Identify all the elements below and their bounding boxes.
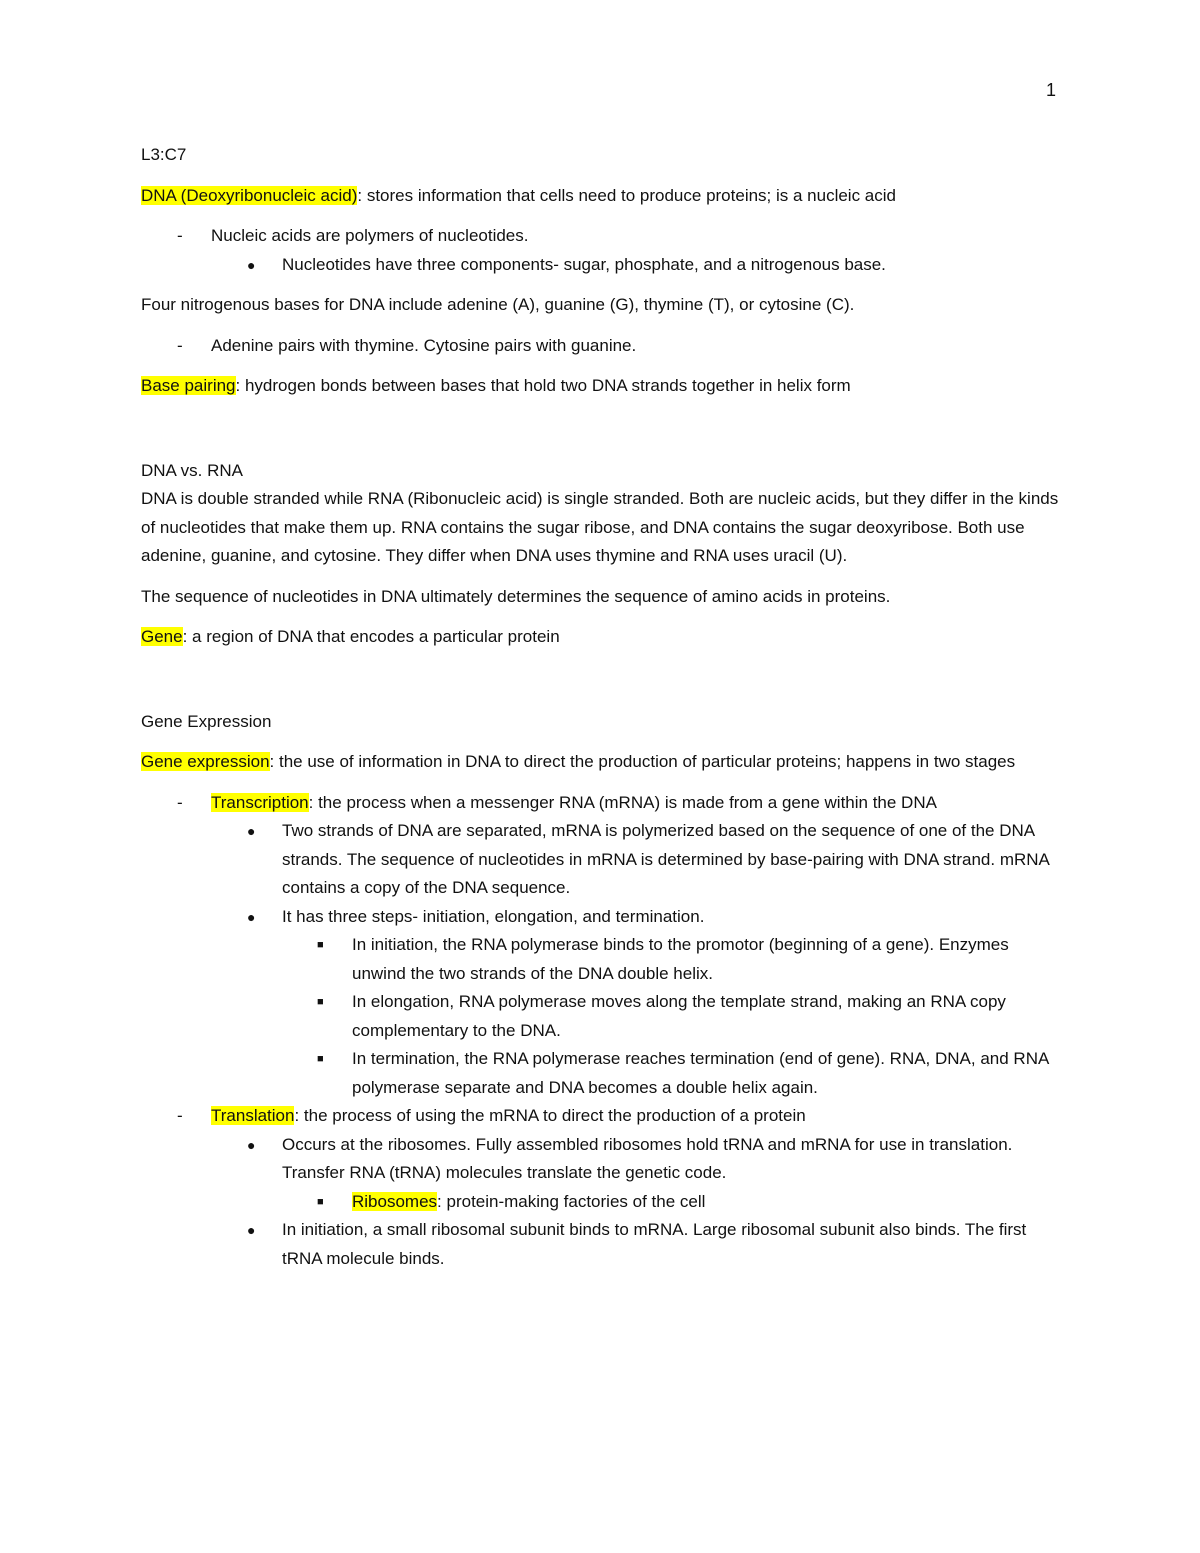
highlight-term-ribosomes: Ribosomes — [352, 1191, 438, 1211]
list-text: In initiation, the RNA polymerase binds to the promotor (beginning of a gene). Enzymes unwind the two strands of the DNA double helix. — [352, 935, 1009, 983]
definition-dna — [141, 182, 1061, 211]
square-bullet-icon: ■ — [317, 996, 324, 1008]
square-bullet-icon: ■ — [317, 1053, 324, 1065]
list-item-dot — [141, 903, 1061, 932]
dash-bullet-icon: - — [177, 1106, 183, 1125]
list-item-dash — [141, 332, 1061, 361]
definition-text-gene: : a region of DNA that encodes a particular protein — [182, 627, 560, 646]
definition-text-gene-expression: : the use of information in DNA to direct the production of particular proteins; happens in two stages — [269, 752, 1016, 771]
dot-bullet-icon: ● — [247, 256, 256, 273]
dot-bullet-icon: ● — [247, 1136, 256, 1153]
dot-bullet-icon: ● — [247, 908, 256, 925]
definition-gene — [141, 623, 1061, 652]
list-text: Nucleic acids are polymers of nucleotides. — [211, 226, 529, 245]
square-bullet-icon: ■ — [317, 939, 324, 951]
list-item-square — [141, 931, 1061, 988]
highlight-term-dna: DNA (Deoxyribonucleic acid) — [141, 185, 358, 205]
paragraph-dna-vs-rna: DNA is double stranded while RNA (Ribonucleic acid) is single stranded. Both are nucleic acids, but they differ in the kinds of nucleotides that make them up. RNA contains the sugar ribose, and DNA contains the sugar deoxyribose. Both use adenine, guanine, and cytosine. They differ when DNA uses thymine and RNA uses uracil (U). — [141, 489, 1059, 565]
dot-bullet-icon: ● — [247, 823, 256, 839]
highlight-term-gene-expression: Gene expression — [141, 752, 270, 771]
definition-gene-expression — [141, 748, 1061, 777]
dash-bullet-icon: - — [177, 226, 183, 245]
definition-text-dna: : stores information that cells need to produce proteins; is a nucleic acid — [357, 185, 896, 205]
dash-bullet-icon: - — [177, 792, 183, 812]
document-body — [141, 141, 1061, 1273]
paragraph-sequence: The sequence of nucleotides in DNA ultimately determines the sequence of amino acids in proteins. — [141, 586, 891, 606]
square-bullet-icon: ■ — [317, 1195, 324, 1208]
highlight-term-gene: Gene — [141, 627, 183, 646]
list-item-square — [141, 1188, 1061, 1217]
list-text: Adenine pairs with thymine. Cytosine pairs with guanine. — [211, 335, 637, 355]
list-text: Two strands of DNA are separated, mRNA is polymerized based on the sequence of one of the DNA strands. The sequence of nucleotides in mRNA is determined by base-pairing with DNA strand. mRNA contains a copy of the DNA sequence. — [282, 821, 1049, 897]
list-text: In termination, the RNA polymerase reaches termination (end of gene). RNA, DNA, and RNA polymerase separate and DNA becomes a double helix again. — [352, 1049, 1049, 1097]
list-text: In initiation, a small ribosomal subunit binds to mRNA. Large ribosomal subunit also binds. The first tRNA molecule binds. — [282, 1220, 1027, 1268]
list-item-dash — [141, 789, 1061, 818]
list-item-dot — [141, 1131, 1061, 1188]
list-item-square — [141, 1045, 1061, 1102]
list-item-dot — [141, 817, 1061, 903]
list-item-dash — [141, 222, 1061, 251]
definition-text-base-pairing: : hydrogen bonds between bases that hold two DNA strands together in helix form — [235, 376, 851, 395]
paragraph-bases: Four nitrogenous bases for DNA include adenine (A), guanine (G), thymine (T), or cytosine (C). — [141, 295, 855, 314]
list-text: Occurs at the ribosomes. Fully assembled ribosomes hold tRNA and mRNA for use in translation. Transfer RNA (tRNA) molecules translate the genetic code. — [282, 1134, 1013, 1182]
list-item-dash — [141, 1102, 1061, 1131]
list-text: In elongation, RNA polymerase moves along the template strand, making an RNA copy complementary to the DNA. — [352, 992, 1006, 1040]
section-title-dna-vs-rna: DNA vs. RNA — [141, 460, 244, 480]
section-header: L3:C7 — [141, 145, 187, 164]
dash-bullet-icon: - — [177, 335, 183, 355]
definition-text-translation: : the process of using the mRNA to direct the production of a protein — [294, 1106, 806, 1125]
definition-base-pairing — [141, 372, 1061, 401]
definition-text-ribosomes: : protein-making factories of the cell — [437, 1191, 706, 1211]
section-title-gene-expression: Gene Expression — [141, 711, 272, 731]
highlight-term-transcription: Transcription — [211, 792, 309, 812]
highlight-term-translation: Translation — [211, 1106, 295, 1125]
list-item-dot — [141, 1216, 1061, 1273]
definition-text-transcription: : the process when a messenger RNA (mRNA) is made from a gene within the DNA — [308, 792, 937, 812]
list-text: Nucleotides have three components- sugar, phosphate, and a nitrogenous base. — [282, 254, 886, 274]
list-text: It has three steps- initiation, elongation, and termination. — [282, 906, 705, 926]
dot-bullet-icon: ● — [247, 1222, 256, 1238]
list-item-square — [141, 988, 1061, 1045]
highlight-term-base-pairing: Base pairing — [141, 376, 236, 395]
list-item-dot — [141, 251, 1061, 280]
page-number: 1 — [1046, 80, 1057, 100]
